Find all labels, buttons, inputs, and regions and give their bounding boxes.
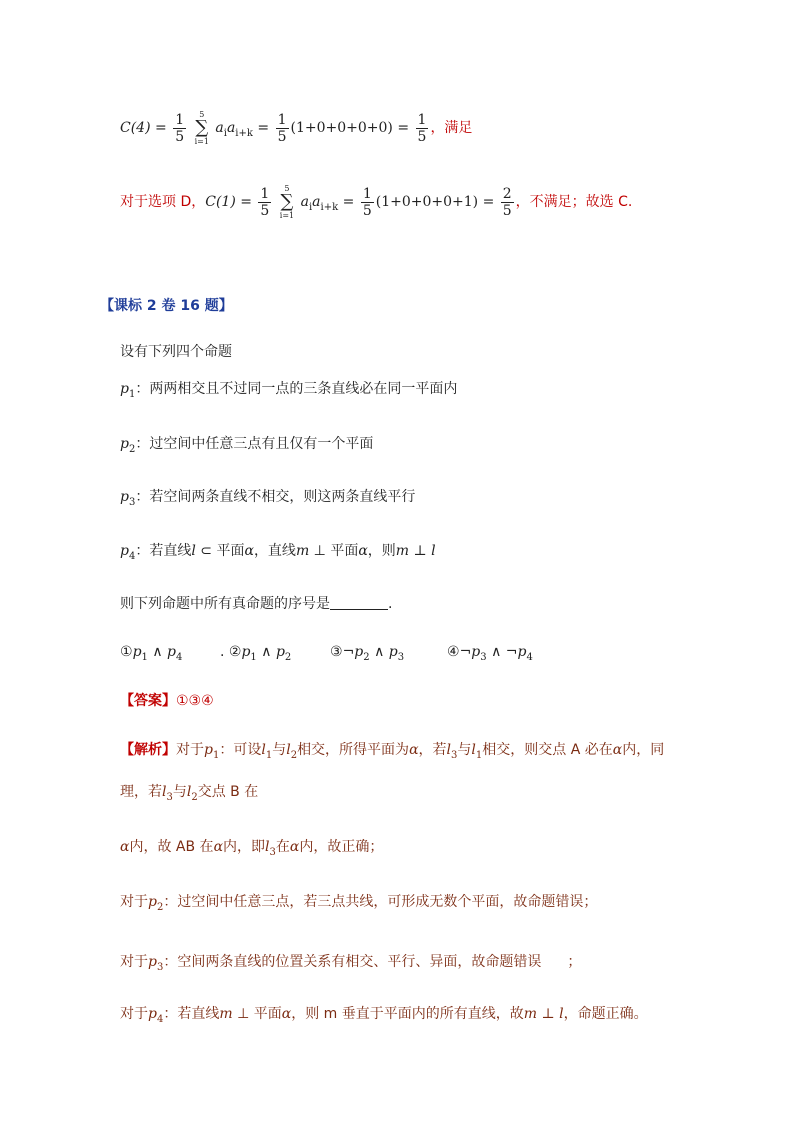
analysis-line-2: 理，若$l_3$与$l_2$交点 B 在 <box>120 784 259 803</box>
proposition-p2: $p_2$：过空间中任意三点有且仅有一个平面 <box>120 436 374 455</box>
analysis-p2: 对于$p_2$：过空间中任意三点，若三点共线，可形成无数个平面，故命题错误； <box>120 894 598 913</box>
question-ask: 则下列命题中所有真命题的序号是 . <box>120 596 393 612</box>
proposition-p1: $p_1$：两两相交且不过同一点的三条直线必在同一平面内 <box>120 381 458 400</box>
analysis-line-3: α内，故 AB 在α内，即$l_3$在α内，故正确； <box>120 839 384 858</box>
c4-frac: $\frac{1}{5}$ <box>175 111 185 145</box>
proposition-p3: $p_3$：若空间两条直线不相交，则这两条直线平行 <box>120 489 416 508</box>
analysis-line-1: 【解析】对于$p_1$：可设$l_1$与$l_2$相交，所得平面为α，若$l_3$与$l_1$相交，则交点 A 必在α内，同 <box>120 742 665 761</box>
answer <box>120 691 214 711</box>
analysis-p4: 对于$p_4$：若直线m ⊥ 平面α，则 m 垂直于平面内的所有直线，故m ⊥ l，命题正确。 <box>120 1006 648 1025</box>
option-2: . $②p_1$ ∧ $p_2$ <box>220 644 292 663</box>
option-3: $③\neg p_2$ ∧ $p_3$ <box>330 644 405 663</box>
analysis-p3: 对于$p_3$：空间两条直线的位置关系有相交、平行、异面，故命题错误 ； <box>120 954 582 973</box>
c4-sum: 5 ∑ i=1 <box>194 110 209 146</box>
option-4: $④\neg p_3$ ∧ $\neg p_4$ <box>447 644 533 663</box>
c4-lhs: C(4) <box>120 120 151 136</box>
formula-d: 对于选项 D，C(1) = $\frac{1}{5}$ 5 ∑ i=1 $a_ia_{i+k}$ = $\frac{1}{5}$ (1+0+0+0+1) = $\frac{2}{5}$ ，不满足；故选 C. <box>120 184 633 220</box>
proposition-p4: $p_4$：若直线l ⊂ 平面α，直线m ⊥ 平面α，则m ⊥ l <box>120 543 436 562</box>
answer-blank <box>330 595 388 610</box>
answer-label: 【答案】 <box>120 693 176 709</box>
formula-c4: C(4) = $\frac{1}{5}$ 5 ∑ i=1 $a_ia_{i+k}$ = $\frac{1}{5}$ (1+0+0+0+0) = $\frac{1}{5}$ ，满足 <box>120 110 473 146</box>
option-1: $①p_1$ ∧ $p_4$ <box>120 644 183 663</box>
question-intro: 设有下列四个命题 <box>120 344 232 360</box>
answer-value: ①③④ <box>176 693 214 709</box>
section-title: 【课标 2 卷 16 题】 <box>100 298 233 314</box>
